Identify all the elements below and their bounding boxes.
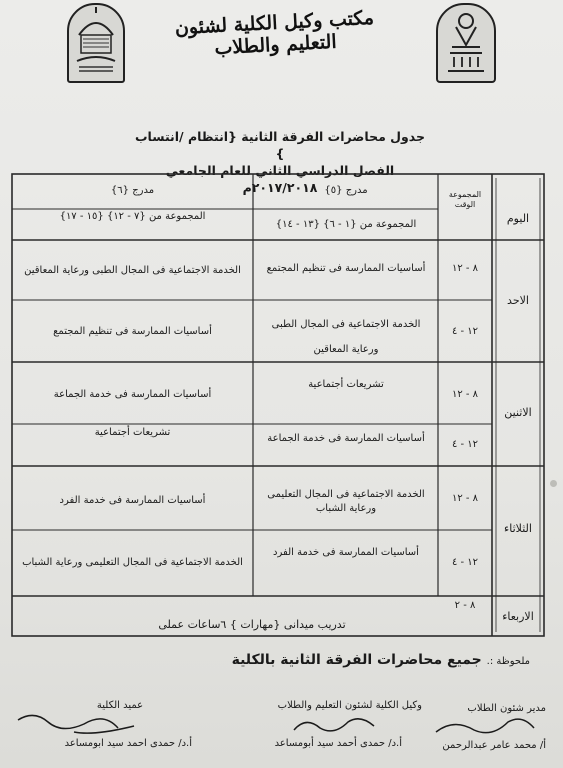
time-tuesday-1: ٨ - ١٢ <box>451 493 479 504</box>
office-title-line2: التعليم والطلاب <box>213 30 338 60</box>
sunday-hall6-slot1: الخدمة الاجتماعية فى المجال الطبى ورعاية المعاقين <box>24 265 241 276</box>
col-group-time-header: المجموعة الوقت <box>448 190 482 209</box>
manager-name: أ/ محمد عامر عبدالرحمن <box>442 740 546 751</box>
note <box>230 652 530 668</box>
monday-hall5-slot1: تشريعات أجتماعية <box>308 379 384 390</box>
tuesday-hall5-slot1-line2: ورعاية الشباب <box>315 503 377 514</box>
vice-dean-name: أ.د/ حمدى أحمد سيد أبومساعد <box>274 738 402 749</box>
hall5-header: مدرج {٥} <box>324 185 368 196</box>
hall6-groups: المجموعة من {٧ - ١٢} {١٥ - ١٧} <box>59 211 206 222</box>
hall5-groups: المجموعة من {١ - ٦} {١٣ - ١٤} <box>275 219 417 230</box>
day-tuesday: الثلاثاء <box>504 522 532 535</box>
sunday-hall5-slot2-line2: ورعاية المعاقين <box>313 344 379 355</box>
dean-name: أ.د/ حمدى احمد سيد ابومساعد <box>64 738 192 749</box>
manager-title: مدير شئون الطلاب <box>467 703 546 714</box>
monday-hall5-slot2: أساسيات الممارسة فى خدمة الجماعة <box>267 433 425 444</box>
manager-signature <box>430 712 540 740</box>
monday-hall6-slot1: أساسيات الممارسة فى خدمة الجماعة <box>53 389 212 400</box>
tuesday-hall6-slot2: الخدمة الاجتماعية فى المجال التعليمى ورعاية الشباب <box>22 557 243 568</box>
hall6-header: مدرج {٦} <box>110 185 155 196</box>
schedule-title: جدول محاضرات الفرقة الثانية {انتظام /انتساب } <box>134 129 426 161</box>
schedule-subtitle: الفصل الدراسي الثاني للعام الجامعي ٢٠١٧/٢٠١٨م <box>165 163 395 195</box>
time-tuesday-2: ١٢ - ٤ <box>451 557 479 568</box>
time-wednesday: ٨ - ٢ <box>454 600 476 611</box>
day-sunday: الاحد <box>507 294 529 307</box>
tuesday-hall5-slot2: أساسيات الممارسة فى خدمة الفرد <box>273 547 419 558</box>
note-text: جميع محاضرات الفرقة الثانية بالكلية <box>231 652 482 668</box>
note-label: ملحوظة :. <box>486 656 530 667</box>
time-sunday-2: ١٢ - ٤ <box>451 326 479 337</box>
sunday-hall5-slot1: أساسيات الممارسة فى تنظيم المجتمع <box>266 263 426 274</box>
monday-hall6-slot2: تشريعات أجتماعية <box>94 427 171 438</box>
day-wednesday: الاربعاء <box>502 610 534 623</box>
time-sunday-1: ٨ - ١٢ <box>451 263 479 274</box>
time-monday-2: ١٢ - ٤ <box>451 439 479 450</box>
dean-title: عميد الكلية <box>96 700 144 711</box>
office-title-line1: مكتب وكيل الكلية لشئون <box>174 6 375 40</box>
dean-signature <box>14 706 154 740</box>
wednesday-field-training: تدريب ميدانى {مهارات } ٦ساعات عملى <box>158 618 346 631</box>
sunday-hall5-slot2-line1: الخدمة الاجتماعية فى المجال الطبى <box>271 319 421 330</box>
time-monday-1: ٨ - ١٢ <box>451 389 479 400</box>
vice-dean-signature <box>290 712 380 738</box>
tuesday-hall6-slot1: أساسيات الممارسة فى خدمة الفرد <box>59 495 206 506</box>
col-day-header: اليوم <box>506 212 530 225</box>
vice-dean-title: وكيل الكلية لشئون التعليم والطلاب <box>277 700 422 711</box>
sunday-hall6-slot2: أساسيات الممارسة فى تنظيم المجتمع <box>53 326 212 337</box>
tuesday-hall5-slot1-line1: الخدمة الاجتماعية فى المجال التعليمى <box>267 489 425 500</box>
day-monday: الاثنين <box>504 406 532 419</box>
binder-hole-mark <box>550 480 557 487</box>
